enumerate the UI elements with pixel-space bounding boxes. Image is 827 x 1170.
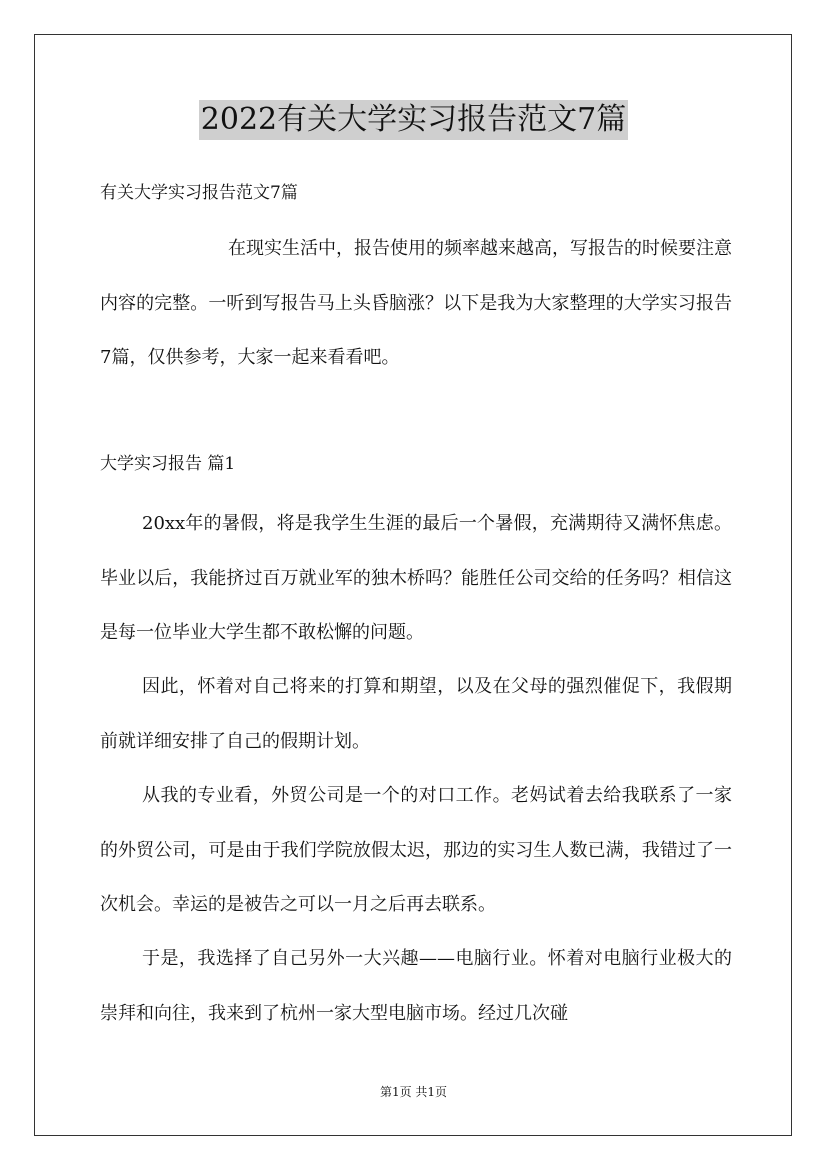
document-subtitle: 有关大学实习报告范文7篇 [100, 183, 298, 203]
document-title: 2022有关大学实习报告范文7篇 [199, 100, 628, 140]
intro-paragraph: 在现实生活中，报告使用的频率越来越高，写报告的时候要注意内容的完整。一听到写报告马上头昏脑涨？以下是我为大家整理的大学实习报告7篇，仅供参考，大家一起来看看吧。 [100, 238, 732, 368]
section-heading: 大学实习报告 篇1 [100, 454, 236, 474]
body-paragraph-1: 20xx年的暑假，将是我学生生涯的最后一个暑假，充满期待又满怀焦虑。毕业以后，我能挤过百万就业军的独木桥吗？能胜任公司交给的任务吗？相信这是每一位毕业大学生都不敢松懈的问题。 [100, 513, 732, 643]
page-footer: 第1页 共1页 [379, 1085, 448, 1099]
body-paragraph-4: 于是，我选择了自己另外一大兴趣——电脑行业。怀着对电脑行业极大的崇拜和向往，我来到了杭州一家大型电脑市场。经过几次碰 [100, 948, 732, 1024]
body-paragraph-3: 从我的专业看，外贸公司是一个的对口工作。老妈试着去给我联系了一家的外贸公司，可是由于我们学院放假太迟，那边的实习生人数已满，我错过了一次机会。幸运的是被告之可以一月之后再去联系。 [100, 785, 732, 915]
body-paragraph-2: 因此，怀着对自己将来的打算和期望，以及在父母的强烈催促下，我假期前就详细安排了自己的假期计划。 [100, 676, 732, 752]
title-wrap [0, 100, 827, 140]
